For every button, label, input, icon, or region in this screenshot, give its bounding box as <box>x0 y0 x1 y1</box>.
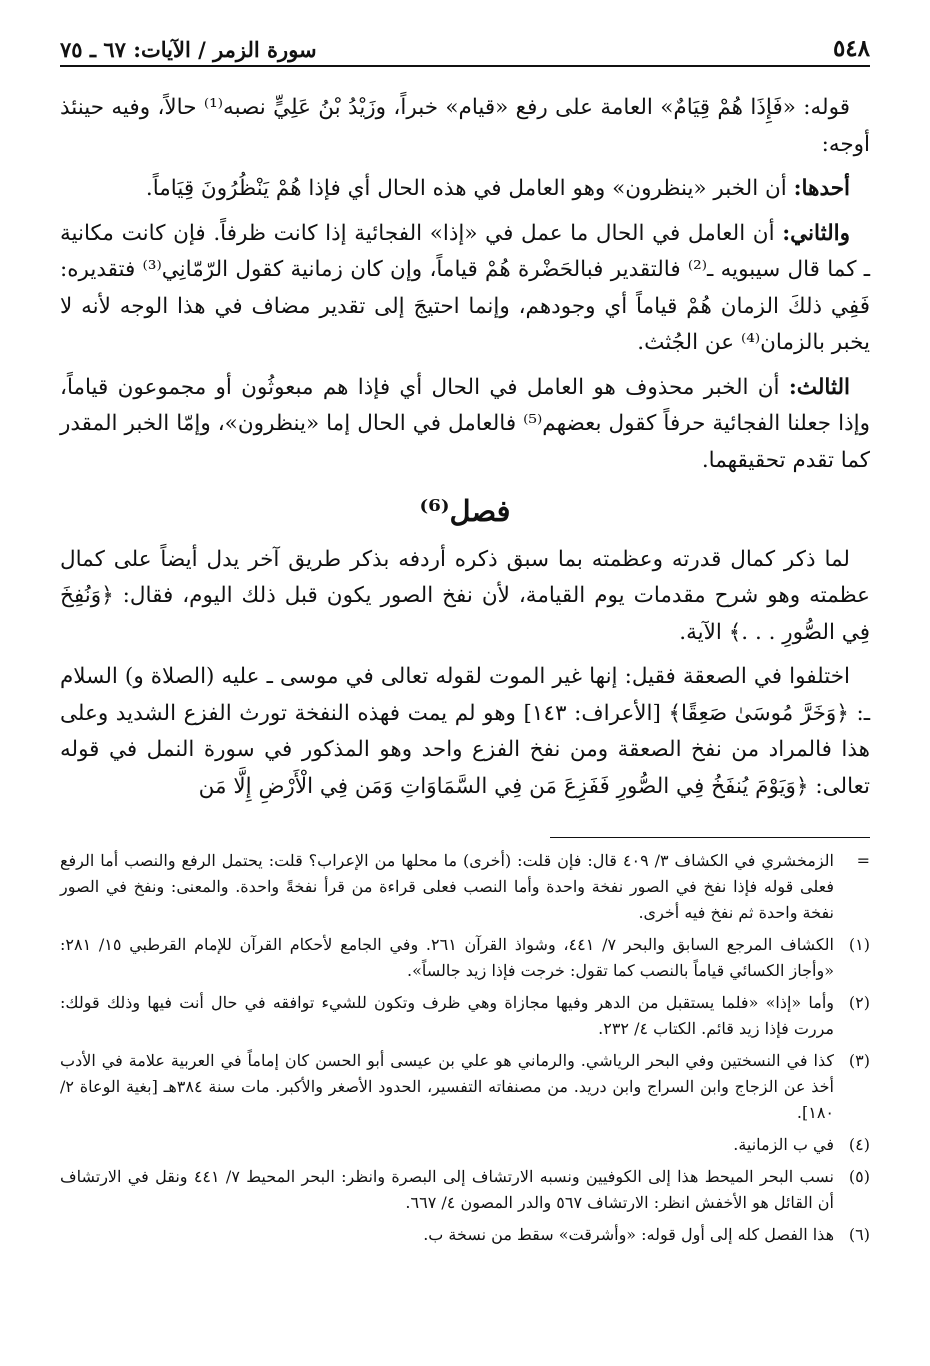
main-text <box>60 90 870 813</box>
footnote-text: هذا الفصل كله إلى أول قوله: «وأشرقت» سقط من نسخة ب. <box>423 1225 834 1244</box>
footnote-text: كذا في النسختين وفي البحر الرياشي. والرماني هو علي بن عيسى أبو الحسن كان إماماً في العربية علامة في الأدب أخذ عن الزجاج وابن السراج وابن دريد. من مصنفاته التفسير، الحدود الأصغر والأكبر. مات سنة ٣٨٤هـ [بغية الوعاة ٢/ ١٨٠]. <box>60 1051 834 1122</box>
footnote-number: (٥) <box>848 1167 870 1186</box>
lead-third: الثالث: <box>788 374 850 400</box>
footnote-item <box>60 1222 870 1248</box>
paragraph-4 <box>60 370 870 480</box>
lead-second: والثاني: <box>782 220 850 246</box>
footnote-item <box>60 1164 870 1216</box>
book-page <box>60 0 870 1366</box>
paragraph-2 <box>60 171 870 208</box>
footnote-item <box>60 932 870 984</box>
footnote-item <box>60 990 870 1042</box>
paragraph-1: قوله: «فَإِذَا هُمْ قِيَامٌ» العامة على رفع «قيام» خبراً، وزَيْدُ بْنُ عَلِيٍّ نصبه⁽¹⁾ حالاً، وفيه حينئذ أوجه: <box>60 95 870 157</box>
footnote-text: في ب الزمانية. <box>733 1135 834 1154</box>
footnote-divider <box>550 837 870 838</box>
footnote-number: (٤) <box>848 1135 870 1154</box>
footnote-number: (١) <box>848 935 870 954</box>
page-header <box>60 30 870 67</box>
paragraph-6: اختلفوا في الصعقة فقيل: إنها غير الموت لقوله تعالى في موسى ـ عليه (الصلاة و) السلام ـ: ﴿وَخَرَّ مُوسَىٰ صَعِقًا﴾ [الأعراف: ١٤٣] وهو لم يمت فهذه النفخة تورث الفزع الشديد وعلى هذا فالمراد من نفخ الصعقة ومن نفخ الفزع واحد وهو المذكور في سورة النمل في قوله تعالى: ﴿وَيَوْمَ يُنفَخُ فِي الصُّورِ فَفَزِعَ مَن فِي السَّمَاوَاتِ وَمَن فِي الْأَرْضِ إِلَّا مَن <box>60 664 870 799</box>
footnote-text: نسب البحر الميحط هذا إلى الكوفيين ونسبه الارتشاف إلى البصرة وانظر: البحر المحيط ٧/ ٤٤١ ونقل في الارتشاف أن القائل هو الأخفش انظر: الارتشاف ٥٦٧ والدر المصون ٤/ ٦٦٧. <box>60 1167 834 1212</box>
page-number: ٥٤٨ <box>832 35 870 62</box>
section-heading: فصل⁽⁶⁾ <box>419 494 511 528</box>
footnote-item <box>60 1048 870 1126</box>
footnote-number: (٦) <box>848 1225 870 1244</box>
paragraph-3 <box>60 216 870 362</box>
running-title: سورة الزمر / الآيات: ٦٧ ـ ٧٥ <box>60 37 317 62</box>
paragraph-5: لما ذكر كمال قدرته وعظمته بما سبق ذكره أردفه بذكر طريق آخر يدل أيضاً على كمال عظمته وهو شرح مقدمات يوم القيامة، لأن نفخ الصور يكون قبل ذلك اليوم، فقال: ﴿وَنُفِخَ فِي الصُّورِ . . .﴾ الآية. <box>60 546 870 645</box>
footnote-text: الزمخشري في الكشاف ٣/ ٤٠٩ قال: فإن قلت: (أخرى) ما محلها من الإعراب؟ قلت: يحتمل الرفع والنصب أما الرفع فعلى قوله فإذا نفخ في الصور نفخة واحدة وأما النصب فعلى قراءة من قرأ نفخةً واحدة. والمعنى: ونفخ في الصور نفخة واحدة ثم نفخ فيه أخرى. <box>60 851 834 922</box>
paragraph-2-text: أن الخبر «ينظرون» وهو العامل في هذه الحال أي فإذا هُمْ يَنْظُرُونَ قِيَاماً. <box>145 176 787 201</box>
footnote-item <box>60 848 870 926</box>
footnote-number: (٢) <box>848 993 870 1012</box>
footnote-number: = <box>856 851 870 870</box>
paragraph-4-text: أن الخبر محذوف هو العامل في الحال أي فإذا هم مبعوثُون أو مجموعون قياماً، وإذا جعلنا الفجائية حرفاً كقول بعضهم⁽⁵⁾ فالعامل في الحال إما «ينظرون»، وإمّا الخبر المقدر كما تقدم تحقيقهما. <box>60 374 870 473</box>
footnote-item <box>60 1132 870 1158</box>
paragraph-3-text: أن العامل في الحال ما عمل في «إذا» الفجائية إذا كانت ظرفاً. فإن كانت مكانية ـ كما قال سيبويه ـ⁽²⁾ فالتقدير فبالحَضْرة هُمْ قياماً، وإن كان زمانية كقول الرّمّانِي⁽³⁾ فتقديره: فَفِي ذلكَ الزمان هُمْ قياماً أي وجودهم، وإنما احتيجَ إلى تقدير مضاف في هذا الوجه لأنه لا يخبر بالزمان⁽⁴⁾ عن الجُثث. <box>60 220 870 355</box>
footnote-text: وأما «إذا» «فلما يستقبل من الدهر وفيها مجازاة وهي ظرف وتكون للشيء توافقه في حال أنت فيها وذلك قولك: مررت فإذا زيد قائم. الكتاب ٤/ ٢٣٢. <box>60 993 835 1038</box>
footnote-text: الكشاف المرجع السابق والبحر ٧/ ٤٤١، وشواذ القرآن ٢٦١. وفي الجامع لأحكام القرآن للإمام القرطبي ١٥/ ٢٨١: «وأجاز الكسائي قياماً بالنصب كما تقول: خرجت فإذا زيد جالساً». <box>60 935 834 980</box>
footnote-number: (٣) <box>848 1051 870 1070</box>
footnotes <box>60 848 870 1254</box>
lead-first: أحدها: <box>793 176 850 201</box>
